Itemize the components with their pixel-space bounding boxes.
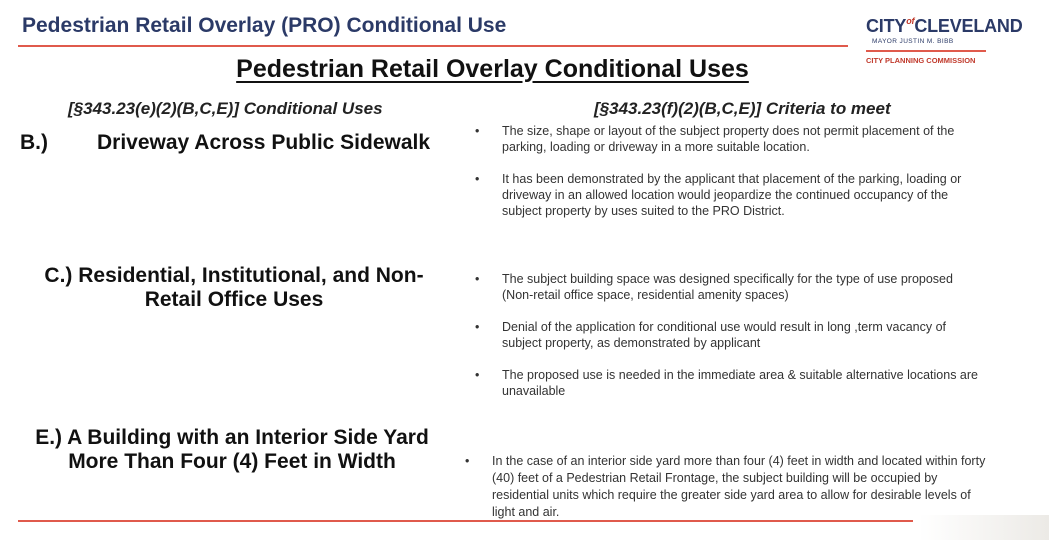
logo-divider [866, 50, 986, 52]
criteria-item: • The size, shape or layout of the subject property does not permit placement of the parking, loading or driveway in a more suitable location. [502, 123, 982, 155]
criteria-item: • The subject building space was designed specifically for the type of use proposed (Non-retail office space, residential amenity spaces) [502, 271, 982, 303]
right-column-header: [§343.23(f)(2)(B,C,E)] Criteria to meet [594, 99, 891, 118]
section-c-title-line1: C.) Residential, Institutional, and Non- [44, 264, 424, 287]
section-b-title: Driveway Across Public Sidewalk [97, 131, 431, 154]
section-b-criteria [502, 123, 982, 219]
logo-of: of [906, 16, 915, 26]
section-e-title-line1: E.) A Building with an Interior Side Yard [35, 426, 429, 449]
header-divider [18, 45, 848, 47]
logo-commission: CITY PLANNING COMMISSION [866, 56, 976, 65]
page-title: Pedestrian Retail Overlay (PRO) Conditional Use [22, 14, 507, 37]
section-c-criteria [502, 271, 982, 399]
section-b-letter: B.) [20, 131, 48, 154]
corner-shade [919, 515, 1049, 540]
criteria-item: • It has been demonstrated by the applicant that placement of the parking, loading or driveway in an allowed location would jeopardize the continued occupancy of the subject property by uses suited to the PRO District. [502, 171, 982, 219]
criteria-item: • Denial of the application for conditional use would result in long ,term vacancy of subject property, as demonstrated by applicant [502, 319, 982, 351]
slide-heading-text: Pedestrian Retail Overlay Conditional Uses [236, 55, 749, 83]
footer-divider [18, 520, 913, 522]
slide-heading [0, 55, 985, 84]
section-e-title-line2: More Than Four (4) Feet in Width [68, 450, 396, 473]
section-c-title [0, 264, 468, 312]
section-e-title [0, 426, 464, 474]
section-c-title-line2: Retail Office Uses [144, 288, 324, 311]
criteria-item: • In the case of an interior side yard more than four (4) feet in width and located within forty (40) feet of a Pedestrian Retail Frontage, the subject building will be occupied by residential units which require the greater side yard area to allow for desirable levels of light and air. [492, 453, 997, 521]
logo-mayor: MAYOR JUSTIN M. BIBB [872, 38, 954, 45]
section-e-criteria [492, 453, 997, 521]
criteria-item: • The proposed use is needed in the immediate area & suitable alternative locations are unavailable [502, 367, 982, 399]
logo-name: CLEVELAND [914, 16, 1023, 36]
left-column-header: [§343.23(e)(2)(B,C,E)] Conditional Uses [68, 99, 383, 118]
logo-city: CITY [866, 16, 907, 36]
